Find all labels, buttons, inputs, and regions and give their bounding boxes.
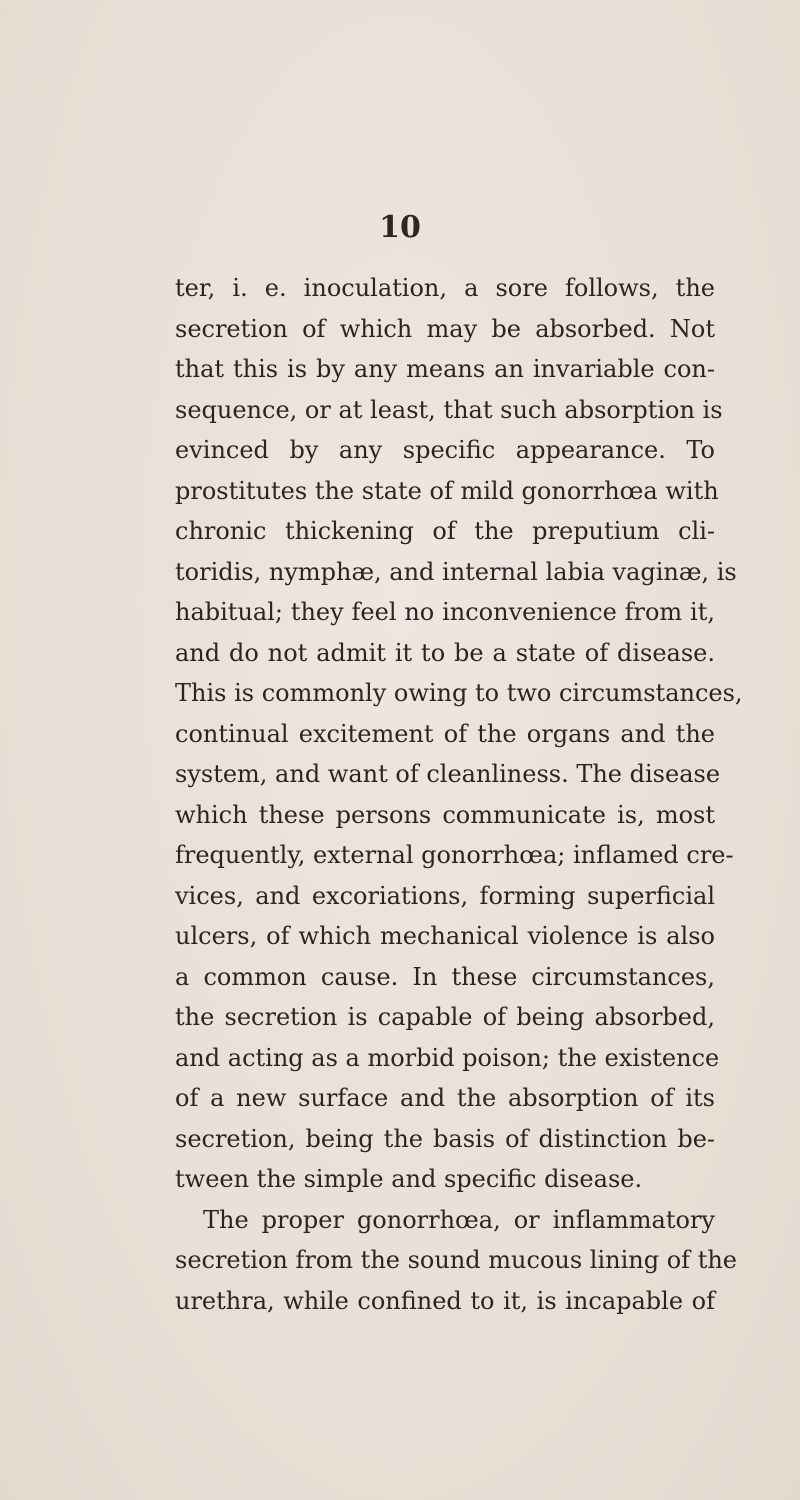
text-line: continual excitement of the organs and the — [175, 719, 715, 748]
text-line: prostitutes the state of mild gonorrhœa with — [175, 476, 719, 505]
text-line: This is commonly owing to two circumstances, — [175, 679, 743, 707]
text-line: ulcers, of which mechanical violence is also — [175, 922, 715, 950]
text-line: of a new surface and the absorption of its — [175, 1084, 715, 1112]
text-line: secretion from the sound mucous lining of the — [175, 1246, 737, 1274]
text-line: secretion of which may be absorbed. Not — [175, 314, 715, 343]
text-line: ter, i. e. inoculation, a sore follows, the — [175, 274, 715, 302]
text-line: evinced by any specific appearance. To — [175, 436, 715, 464]
text-line: toridis, nymphæ, and internal labia vaginæ, is — [175, 557, 737, 586]
text-line: frequently, external gonorrhœa; inflamed cre- — [175, 841, 734, 869]
text-line: a common cause. In these circumstances, — [175, 962, 715, 991]
page-number: 10 — [379, 210, 421, 245]
text-line: the secretion is capable of being absorbed, — [175, 1003, 715, 1031]
body-text — [175, 268, 743, 1321]
text-line: that this is by any means an invariable con- — [175, 355, 715, 383]
text-line: secretion, being the basis of distinction be- — [175, 1124, 715, 1153]
text-line: urethra, while confined to it, is incapable of — [175, 1286, 715, 1315]
text-line: and do not admit it to be a state of disease. — [175, 638, 715, 667]
text-line: tween the simple and specific disease. — [175, 1165, 643, 1193]
text-line: The proper gonorrhœa, or inflammatory — [203, 1205, 715, 1234]
text-line: habitual; they feel no inconvenience from it, — [175, 598, 715, 626]
text-line: chronic thickening of the preputium cli- — [175, 517, 715, 545]
text-line: and acting as a morbid poison; the existence — [175, 1043, 720, 1072]
text-line: system, and want of cleanliness. The disease — [175, 760, 721, 788]
text-line: which these persons communicate is, most — [175, 800, 715, 829]
text-line: sequence, or at least, that such absorption is — [175, 395, 723, 424]
text-line: vices, and excoriations, forming superficial — [175, 881, 715, 910]
